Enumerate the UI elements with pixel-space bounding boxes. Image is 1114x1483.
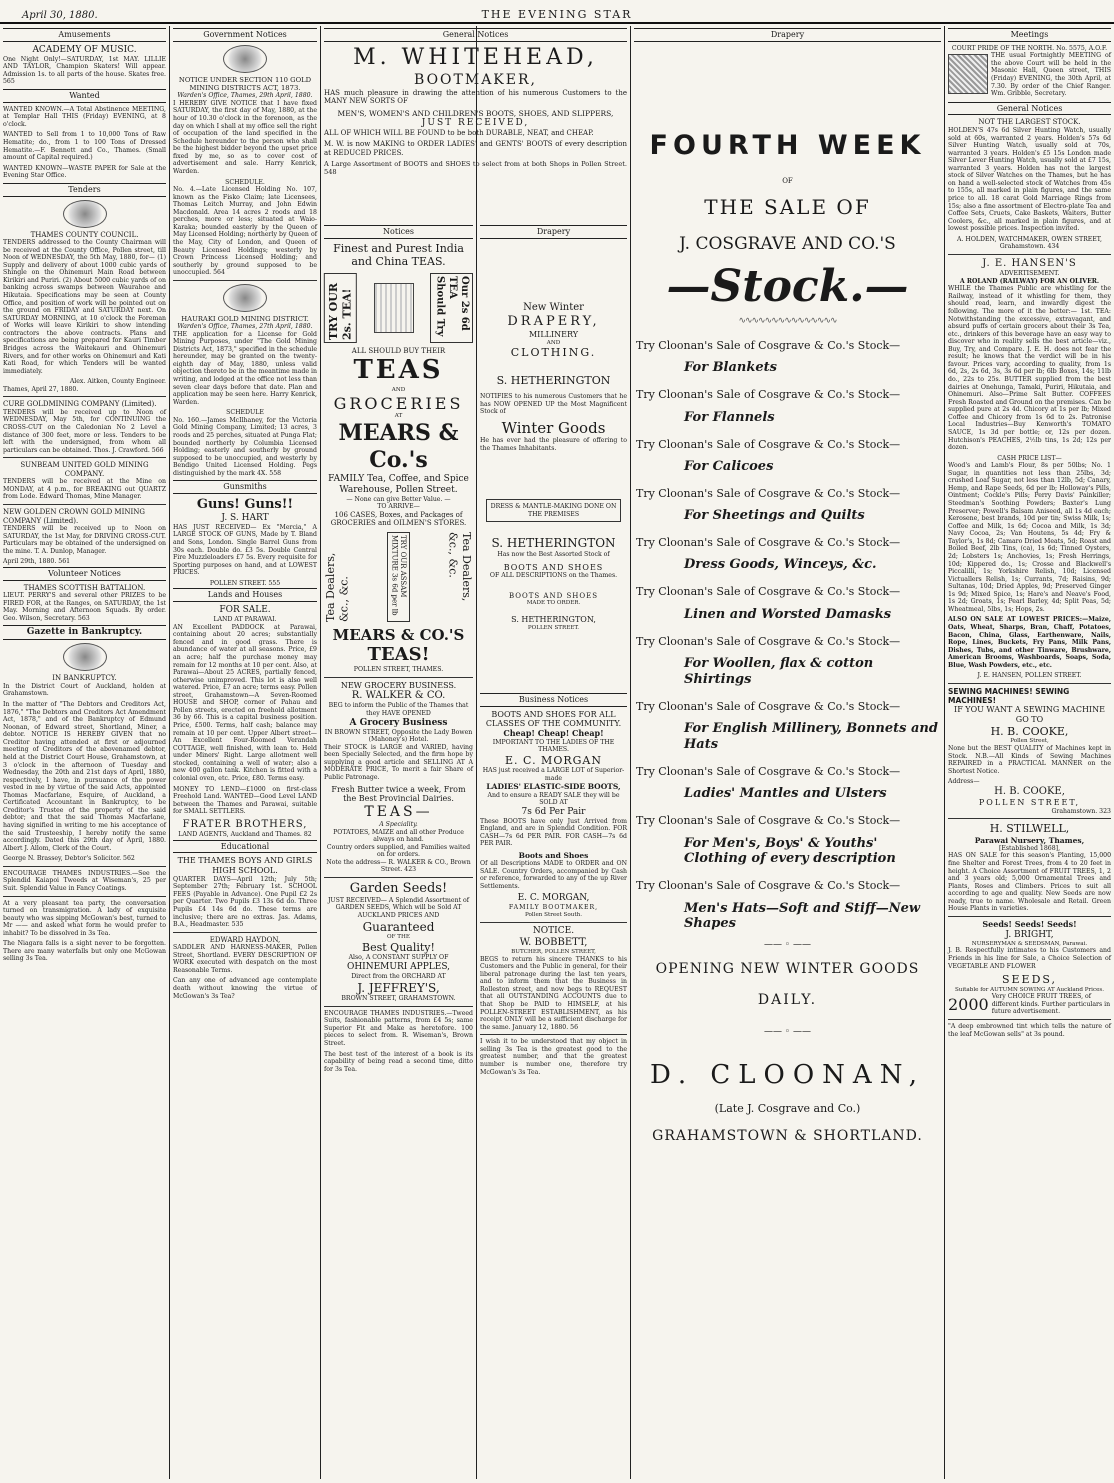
ad-text: BEGS to return his sincere THANKS to his Customers and the Public in general, for their liberal patronage during the last ten years, and to inform them that the Business in Rolleston street, and now begs to REQUEST that all OUTSTANDING ACCOUNTS due to that Shop be PAID to HIMSELF, at his POLLEN-STREET ESTABLISHMENT, as his receipt ONLY will be a sufficient discharge for the same. January 12, 1880. 56 bbox=[480, 955, 627, 1031]
sale-line-lead: Try Cloonan's Sale of Cosgrave & Co.'s Stock— bbox=[636, 437, 901, 451]
sale-item-list bbox=[634, 339, 941, 932]
section-heading: Notices bbox=[324, 225, 473, 239]
ad-title: 2000 bbox=[948, 994, 989, 1014]
ad-text: Also, A CONSTANT SUPPLY OF bbox=[348, 954, 449, 962]
section-heading: General Notices bbox=[948, 102, 1111, 116]
ad-subtitle: Warden's Office, Thames, 29th April, 1880. bbox=[177, 92, 313, 100]
divider bbox=[173, 280, 317, 281]
ad-text: M. W. is now MAKING to ORDER LADIES' and GENTS' BOOTS of every description at REDUCED PRICES. bbox=[324, 140, 627, 157]
ad-subtitle: Parawai Nursery, Thames, bbox=[974, 835, 1085, 845]
ad-text: HAS just received a LARGE LOT of Superior-made bbox=[482, 767, 625, 782]
ad-title: DAILY. bbox=[757, 992, 818, 1009]
ad-title: FRATER BROTHERS, bbox=[182, 818, 308, 830]
ad-text: WANTED KNOWN—WASTE PAPER for Sale at the Evening Star Office. bbox=[3, 164, 166, 180]
sale-line-item: Ladies' Mantles and Ulsters bbox=[684, 786, 887, 802]
ad-text: JUST RECEIVED, bbox=[421, 117, 530, 128]
ad-text: JUST RECEIVED— A Splendid Assortment of GARDEN SEEDS, Which will be Sold AT AUCKLAND PRICES AND bbox=[327, 896, 470, 920]
sale-line-item: Linen and Worsted Damasks bbox=[684, 606, 892, 622]
ad-text: HAS JUST RECEIVED— Ex "Mercia," A LARGE STOCK OF GUNS, Made by T. Bland and Sons, London. Single Barrel Guns from 30s each. Double do. £3 5s. Double Central Fire Muzzleloaders £7 5s. Every requisite for Sporting purposes on hand, and at LOWEST PRICES. bbox=[173, 523, 317, 577]
ad-title: SUNBEAM UNITED GOLD MINING COMPANY. bbox=[20, 461, 149, 478]
divider bbox=[480, 1034, 627, 1035]
sale-line-lead: Try Cloonan's Sale of Cosgrave & Co.'s Stock— bbox=[636, 879, 901, 893]
ad-text: New Winter bbox=[523, 301, 584, 313]
ad-rotated-text: Our 2s 6d TEA Should Try bbox=[430, 273, 473, 343]
ad-text: No. 160.—James McIlhaney, for the Victoria Gold Mining Company, Limited; 13 acres, 3 roods and 25 perches, situated at Punga Flat; bounded northerly by Columbia Licensed Holding; easterly and southerly by ground supposed to be unoccupied, and westerly by Bendigo United Licensed Holding. Pegs distinguished by the mark 4X. 558 bbox=[173, 416, 317, 477]
divider bbox=[3, 866, 166, 867]
ad-subtitle: [Established 1868], bbox=[998, 844, 1061, 852]
ad-address: Pollen Street South. bbox=[524, 911, 582, 918]
ad-text: Suitable for AUTUMN SOWING AT Auckland Prices. bbox=[954, 986, 1105, 993]
ad-subtitle: BUTCHER, POLLEN STREET, bbox=[511, 948, 596, 955]
ad-text: AND bbox=[546, 339, 561, 346]
sale-line-item: For Men's, Boys' & Youths' Clothing of every description bbox=[684, 835, 896, 867]
ad-title: GROCERIES bbox=[333, 393, 464, 413]
ad-title: TEAS bbox=[353, 355, 444, 386]
ad-title: H. STILWELL, bbox=[989, 822, 1070, 836]
ad-address: POLLEN STREET, bbox=[978, 797, 1081, 807]
ad-text: Wood's and Lamb's Flour, 8s per 50lbs; No. 1 Sugar, in quantities not less than 25lbs, 3d; crushed Loaf Sugar, not less than 12lb, 5d; Canary, Hemp, and Rape Seeds, 6d per lb; Holloway's Pills, Ointment; Cockle's Pills; Perry Davis' Painkiller; Steedman's Soothing Powders; Baxter's Lung Preserver; Powell's Balsam Aniseed, all 1s 4d each; Kerosene, best brands, 10d per tin; Swiss Milk, 1s; Coffee and Milk, 1s 6d; Cocoa and Milk, 1s 3d; Navy Cocoa, 2s; Van Houtens, 5s 4d; Fry & Taylor's, 1s 8d; Camaro Dried Meats, 5d; Roast and Boiled Beef, 2lb Tins, (ca), 1s 6d; Tinned Oysters, 2d; Lobsters 1s; Anchovies, 1s; Fresh Herrings, 10d; Kippered do., 1s; Crosse and Blackwell's Piccalilli, 1s; Yorkshire Relish, 10d; Licensed Victuallers Relish, 1s; Currants, 7d; Raisins, 9d; Sultanas, 10d; Dried Apples, 9d; Preserved Ginger 1s 9d; Mixed Spice, 1s; Hare's and Neave's Food, 1s 2d; Groats, 1s; Pearl Barley, 4d; Split Peas, 5d; Wheatmeal, 5lbs, 1s; Hops, 2s. bbox=[948, 462, 1111, 613]
divider bbox=[3, 504, 166, 505]
ad-text: TENDERS will be received up to Noon on SATURDAY, the 1st May, for DRIVING CROSS-CUT. Particulars may be obtained of the undersigned on the mine. T. A. Dunlop, Manager. bbox=[3, 525, 166, 555]
coat-of-arms-icon bbox=[63, 200, 107, 228]
ad-text: In the matter of "The Debtors and Creditors Act, 1876," "The Debtors and Creditors Act Amendment Act, 1878," and of the Bankruptcy of Edmund Noonan, of Edward street, Shortland, Miner, a debtor. NOTICE IS HEREBY GIVEN that no Creditor having attended at first or adjourned meeting of Creditors of the abovenamed debtor, held at the District Court House, Grahamstown, at 3 o'clock in the afternoon of Tuesday and Wednesday, the 20th and 21st days of April, 1880, respectively, I have, in pursuance of the power vested in me by virtue of the said Acts, appointed Thomas Macfarlane, Esquire, of Auckland, a Certificated Accountant in Bankruptcy, to be Creditor's Trustee of the property of the said debtor; and that the said Thomas Macfarlane, having signified in writing to me his acceptance of the said Trusteeship, I hereby notify the same accordingly. Dated this 29th day of April, 1880. Albert J. Allom, Clerk of the Court. bbox=[3, 701, 166, 852]
column-3 bbox=[321, 224, 476, 1479]
column-4 bbox=[477, 224, 630, 1479]
ad-signature: J. E. HANSEN, POLLEN STREET. bbox=[977, 672, 1082, 680]
ad-title: Garden Seeds! bbox=[349, 881, 448, 897]
ad-text: FAMILY BOOTMAKER, bbox=[508, 904, 599, 912]
ad-text: I HEREBY GIVE NOTICE that I have fixed SATURDAY, the first day of May, 1880, at the hour of 10.30 o'clock in the forenoon, as the day on which I shall at my office sell the right of occupation of the land specified in the Schedule hereunder to the person who shall be the highest bidder beyond the upset price fixed by me, so as to cover cost of advertisement and sale. Harry Kenrick, Warden. bbox=[173, 99, 317, 175]
ad-text: ENCOURAGE THAMES INDUSTRIES.—See the Splendid Kaiapoi Tweeds at Wiseman's, 25 per Suit. Splendid Value in Fancy Coatings. bbox=[3, 869, 166, 892]
ad-rotated-text: Tea Dealers, &c., &c. bbox=[324, 552, 351, 622]
ad-subtitle: BOOTMAKER, bbox=[414, 71, 537, 88]
ad-text: The Niagara falls is a sight never to be forgotten. There are many waterfalls but only one McGowan selling 3s Tea. bbox=[3, 940, 166, 963]
ad-text: And to ensure a READY SALE they will be SOLD AT bbox=[487, 791, 620, 807]
ad-title: TEAS— bbox=[364, 804, 433, 821]
ad-text: WANTED KNOWN.—A Total Abstinence MEETING, at Templar Hall THIS (Friday) EVENING, at 8 o'clock. bbox=[3, 105, 166, 128]
coat-of-arms-icon bbox=[223, 45, 267, 73]
ad-text: ENCOURAGE THAMES INDUSTRIES.—Tweed Suits, fashionable patterns, from £4 5s; same Superior Fit and Make as heretofore. 100 pieces to select from. R. Wiseman's, Brown Street. bbox=[324, 1009, 473, 1047]
ad-text: TO ARRIVE— bbox=[377, 503, 420, 511]
ad-title: GRAHAMSTOWN & SHORTLAND. bbox=[652, 1127, 923, 1144]
ad-text: "A deep embrowned tint which tells the nature of the leaf McGowan sells" at 3s pound. bbox=[948, 1023, 1111, 1038]
ad-text: Country orders supplied, and Families waited on for orders. bbox=[326, 843, 471, 859]
section-heading: Meetings bbox=[948, 28, 1111, 42]
sale-line-lead: Try Cloonan's Sale of Cosgrave & Co.'s Stock— bbox=[636, 338, 901, 352]
section-heading: Lands and Houses bbox=[173, 588, 317, 602]
ad-text: Has now the Best Assorted Stock of bbox=[497, 551, 610, 559]
ad-text: J. B. Respectfully intimates to his Customers and Friends in his line for Sale, a Choice Selection of VEGETABLE AND FLOWER bbox=[948, 947, 1111, 970]
ad-title: CLOTHING. bbox=[510, 346, 597, 360]
ad-title: NOT THE LARGEST STOCK. bbox=[978, 118, 1081, 127]
ad-title: HAURAKI GOLD MINING DISTRICT. bbox=[181, 314, 309, 323]
ad-title: IN BANKRUPTCY. bbox=[52, 674, 117, 683]
divider bbox=[324, 877, 473, 878]
ad-address: POLLEN STREET. bbox=[527, 625, 580, 631]
ad-title: H. B. COOKE, bbox=[990, 724, 1069, 738]
section-heading: Business Notices bbox=[480, 693, 627, 707]
ad-text: MILLINERY bbox=[528, 329, 579, 339]
divider-ornament: —— ◦ —— bbox=[763, 1027, 812, 1038]
ad-text: LADIES' ELASTIC-SIDE BOOTS, bbox=[486, 782, 621, 792]
ad-title: H. B. COOKE, bbox=[994, 785, 1065, 797]
sale-line-lead: Try Cloonan's Sale of Cosgrave & Co.'s Stock— bbox=[636, 388, 901, 402]
ad-text: BEG to inform the Public of the Thames that they HAVE OPENED bbox=[328, 702, 469, 718]
hand-pointer-icon bbox=[374, 283, 414, 333]
coat-of-arms-icon bbox=[223, 284, 267, 312]
ad-text: HAS ON SALE for this season's Planting, 15,000 fine Shelter and Forest Trees, from 4 to 20 feet in height. A Choice Assortment of FRUIT TREES, 1, 2 and 3 years old; 5,000 Ornamental Trees and Plants, Roses and Climbers. Prices to suit all according to age and quality. New Seeds are now ready, true to name. Wholesale and Retail. Green House Plants in varieties. bbox=[948, 852, 1111, 913]
ad-title: NEW GOLDEN CROWN GOLD MINING COMPANY (Limited). bbox=[3, 507, 145, 525]
ad-text: These BOOTS have only Just Arrived from England, and are in Splendid Condition. FOR CASH—7s 6d PER PAIR. FOR CASH—7s 6d PER PAIR. bbox=[480, 817, 627, 848]
ad-signature: Alex. Aitken, County Engineer. bbox=[69, 378, 166, 386]
ad-text: In the District Court of Auckland, holden at Grahamstown. bbox=[3, 682, 166, 698]
ad-subtitle: LAND AT PARAWAI. bbox=[213, 616, 277, 624]
column-6 bbox=[945, 27, 1114, 1479]
ad-title: DRAPERY, bbox=[507, 313, 600, 329]
ad-subtitle: LAND AGENTS, Auckland and Thames. 82 bbox=[178, 830, 312, 838]
ad-title: THAMES COUNTY COUNCIL. bbox=[30, 230, 139, 239]
sale-line-item: For Flannels bbox=[684, 409, 775, 425]
section-heading: Educational bbox=[173, 840, 317, 854]
ad-title: Best Quality! bbox=[362, 941, 435, 955]
ad-text: ALL SHOULD BUY THEIR bbox=[351, 346, 446, 355]
ad-text: THE usual Fortnightly MEETING of the above Court will be held in the Masonic Hall, Queen street, THIS (Friday) EVENING, the 30th April, at 7.30. By order of the Chief Ranger. Wm. Gribble, Secretary. bbox=[991, 52, 1111, 98]
coat-of-arms-icon bbox=[63, 643, 107, 671]
ad-text: HOLDEN'S 47s 6d Silver Hunting Watch, usually sold at 60s, warranted 2 years. Holden's 57s 6d Silver Hunting Watch, usually sold at 70s, warranted 3 years. Holden's £5 15s London made Silver Lever Hunting Watch, usually sold at £7 15s, warranted 3 years. Holden has not the largest stock of Silver Watches on the Thames, but he has on hand a well-selected stock of Watches from 45s to 155s, all marked in plain figures, and the same price to all. 18 carat Gold Marriage Rings from 15s; also a fine assortment of Electro-plate Tea and Coffee Sets, Cruets, Cake Baskets, Waiters, Butter Coolers, &c., all marked in plain figures, and at lowest possible prices. Inspection invited. bbox=[948, 126, 1111, 233]
ad-text: Note the address— R. WALKER & CO., Brown Street. 423 bbox=[326, 858, 471, 874]
ad-title: S. HETHERINGTON, bbox=[511, 615, 596, 625]
ad-title: Seeds! Seeds! Seeds! bbox=[982, 918, 1077, 929]
general-notices-block bbox=[321, 27, 630, 217]
ad-text: Fresh Butter twice a week, From the Best Provincial Dairies. bbox=[331, 784, 466, 804]
sale-line-lead: Try Cloonan's Sale of Cosgrave & Co.'s Stock— bbox=[636, 585, 901, 599]
ad-text: QUARTER DAYS—April 12th; July 5th; September 27th; February 1st. SCHOOL FEES (Payable in Advance). One Pupil £2 2s per Quarter. Two Pupils £3 13s 6d do. Three Pupils £4 14s 6d do. These terms are inclusive; there are no extras. Jas. Adams, B.A., Headmaster. 535 bbox=[173, 875, 317, 929]
ad-signature: A. HOLDEN, WATCHMAKER, OWEN STREET, Grahamstown. 434 bbox=[957, 235, 1102, 251]
ad-title: Winter Goods bbox=[501, 418, 606, 437]
ad-subtitle: A ROLAND (RAILWAY) FOR AN OLIVER. bbox=[959, 277, 1100, 285]
ad-text: No. 4.—Late Licensed Holding No. 107, known as the Fisko Claim; late Licensees, Thomas Leitch Murray, and John Edwin Macdonald. Area 14 acres 2 roods and 18 perches, more or less; situated at Waio-Karaka; bounded easterly by the Queen of May Licensed Holding; northerly by Queen of the May, City of London, and Queen of Beauty Licensed Holdings; westerly by Crown Princess Licensed Holding; and southerly by ground supposed to be unoccupied. 564 bbox=[173, 186, 317, 277]
ad-title: NEW GROCERY BUSINESS. bbox=[340, 680, 457, 690]
ad-text: The best test of the interest of a book is its capability of being read a second time, ditto for 3s Tea. bbox=[324, 1050, 473, 1073]
column-5 bbox=[631, 27, 944, 1479]
ad-text: I wish it to be understood that my object in selling 3s Tea is the greatest good to the greatest number, and that the greatest number is number one, therefore try McGowan's 3s Tea. bbox=[480, 1038, 627, 1076]
ad-text: Can any one of advanced age contemplate death without knowing the virtue of McGowan's 3s Tea? bbox=[173, 977, 317, 1000]
ad-text: MONEY TO LEND—£1000 on first-class Freehold Land. WANTED—Good Level LAND between the Thames and Parawai, suitable for SMALL SETTLERS. bbox=[173, 785, 317, 816]
ad-subtitle: SCHEDULE bbox=[226, 409, 264, 417]
ad-title: NOTICE UNDER SECTION 110 GOLD MINING DISTRICTS ACT, 1873. bbox=[178, 75, 312, 93]
ad-title: THAMES SCOTTISH BATTALION. bbox=[23, 583, 146, 592]
ad-title: W. BOBBETT, bbox=[519, 936, 588, 948]
ad-title: J. JEFFREY'S, bbox=[357, 980, 440, 995]
section-heading: Gazette in Bankruptcy. bbox=[3, 625, 166, 640]
divider bbox=[948, 254, 1111, 255]
ad-title: S. HETHERINGTON bbox=[496, 373, 611, 387]
sale-line-lead: Try Cloonan's Sale of Cosgrave & Co.'s Stock— bbox=[636, 486, 901, 500]
ad-text: POTATOES, MAIZE and all other Produce always on hand. bbox=[333, 828, 464, 844]
ad-text: Their STOCK is LARGE and VARIED, having been Specially Selected, and the firm hope by supplying a good article and SELLING AT A MODERATE PRICE, To merit a fair Share of Public Patronage. bbox=[324, 743, 473, 781]
sale-line-item: For Calicoes bbox=[684, 458, 774, 474]
ad-title: SEWING MACHINES! SEWING MACHINES! bbox=[948, 686, 1070, 706]
ad-text: TENDERS will be received at the Mine on MONDAY, at 4 p.m., for BREAKING out QUARTZ from Lode. Edward Thomas, Mine Manager. bbox=[3, 478, 166, 501]
ad-text: AN Excellent PADDOCK at Parawai, containing about 20 acres; substantially fenced and in good grass. There is abundance of water at all seasons. Price, £9 an acre; half the purchase money may remain for 12 months at 10 per cent. Also, at Parawai—About 25 ACRES, partially fenced, otherwise unimproved. This lot is also well watered. Price, £7 an acre; terms easy. Pollen street, Grahamstown—A Seven-Roomed HOUSE and SHOP, corner of Pahau and Pollen streets, erected on freehold allotment 36 by 66. This is a capital business position. Price, £500. Terms, half cash; balance may remain at 10 per cent. Upper Albert street—An Excellent Four-Roomed Verandah COTTAGE, well finished, with lean to. Held under Miners' Right. Large allotment well stocked, containing a well of water; also a new 400 gallon tank. Kitchen is fitted with a colonial oven, etc. Price, £80. Terms easy. bbox=[173, 623, 317, 782]
ad-title: CURE GOLDMINING COMPANY (Limited). bbox=[3, 400, 157, 409]
ad-text: Cheap! Cheap! Cheap! bbox=[503, 728, 604, 739]
ad-text: FAMILY Tea, Coffee, and Spice Warehouse, Pollen Street. bbox=[328, 473, 469, 495]
ad-title: M. WHITEHEAD, bbox=[353, 44, 598, 70]
masthead-title: THE EVENING STAR bbox=[481, 8, 633, 21]
ad-title: Guns! Guns!! bbox=[196, 497, 294, 513]
divider bbox=[480, 922, 627, 923]
ad-title: ACADEMY OF MUSIC. bbox=[32, 44, 137, 55]
ad-address: POLLEN STREET, THAMES. bbox=[353, 665, 444, 673]
ad-subtitle: ADVERTISEMENT. bbox=[999, 270, 1060, 278]
ad-text: THE application for a License for Gold Mining Purposes, under "The Gold Mining Districts Act, 1873," specified in the schedule hereunder, may be granted on the twenty-eighth day of May, 1880, unless valid objection thereto be in the meantime made in writing, and lodged at the office not less than seven clear days before that date. Plan and application may be seen here. Harry Kenrick, Warden. bbox=[173, 330, 317, 406]
ad-text: — None can give Better Value. — bbox=[346, 495, 451, 503]
ad-text: IN BROWN STREET, Opposite the Lady Bowen (Mahoney's) Hotel. bbox=[324, 728, 473, 744]
sale-line-lead: Try Cloonan's Sale of Cosgrave & Co.'s Stock— bbox=[636, 536, 901, 550]
ad-title: —Stock.— bbox=[666, 261, 909, 313]
sale-line-item: For Woollen, flax & cotton Shirtings bbox=[684, 655, 874, 687]
ad-title: J. BRIGHT, bbox=[1005, 929, 1054, 940]
divider bbox=[948, 916, 1111, 917]
sale-line-item: For Sheetings and Quilts bbox=[684, 508, 865, 524]
divider bbox=[324, 1006, 473, 1007]
ad-text: AT bbox=[394, 413, 403, 420]
sale-line-item: Men's Hats—Soft and Stiff—New Shapes bbox=[684, 900, 921, 932]
ad-title: FOR SALE. bbox=[219, 605, 271, 616]
divider bbox=[948, 1019, 1111, 1020]
section-heading: Drapery bbox=[480, 225, 627, 239]
ad-title: J. S. HART bbox=[221, 512, 269, 523]
divider bbox=[948, 683, 1111, 684]
ad-rotated-text: Tea Dealers, &c., &c. bbox=[446, 531, 473, 602]
ad-title: TEAS! bbox=[367, 644, 430, 666]
ad-text: Of all Descriptions MADE to ORDER and ON SALE. Country Orders, accompanied by Cash or reference, forwarded to any of the up River Settlements. bbox=[480, 860, 627, 890]
ad-text: TENDERS addressed to the County Chairman will be received at the County Office, Pollen street, till Noon of WEDNESDAY, the 5th May, 1880, for— (1) Supply and delivery of about 1000 cubic yards of Shingle on the Ohinemuri Main Road between Kirikiri and Puriri. (2) About 5000 cubic yards of on banking across swamps between Waurahoe and Hikutaia. Specifications may be seen at County Office, and position of work will be pointed out on the ground on FRIDAY and SATURDAY next. On SATURDAY MORNING, at 10 o'clock the Foreman of Works will leave Kirikiri to show intending contractors the above contracts. Plans and specifications are being prepared for Kauri Timber Bridges across the Waitekauri and Ohinemuri Rivers, and for other works on Ohinemuri and Kati Kati Road, for which Tenders will be wanted immediately. bbox=[3, 239, 166, 375]
divider bbox=[3, 896, 166, 897]
ad-text: WHILE the Thames Public are whistling for the Railway, instead of it whistling for them, they should read, learn, and inwardly digest the following. The more of it the better:— 1st. TEA: Notwithstanding the excessive, extravagant, and absurd puffs of certain grocers about their 3s Tea, etc., drinkers of this beverage have an easy way to discover who in reality sells the best article—viz., Buy, Try, and Compare. J. E. H. does not fear the result; he knows that the verdict will be in his favour. Prices vary, according to quality, from 1s 6d, 2s, 2s 6d, 3s, 3s 6d per lb; 6lb Boxes, 14s; 11lb do., 22s to 25s. BUTTER supplied from the best dairies at Onehunga, Tamaki, Puriri, Hikutaia, and Ohinemuri. Also—Prime Salt Butter. COFFEES Fresh Roasted and Ground on the premises. Can be supplied pure at 2s 4d. Chicory at 1s per lb; Mixed Coffee and Chicory from 1s 6d to 2s. Patronise Local Industries—Buy Kenworth's TOMATO SAUCE, 1s 3d per bottle; or, 12s per dozen. Hutchison's PEACHES, 2½lb tins, 1s 2d; 12s per dozen. bbox=[948, 285, 1111, 452]
section-heading: Volunteer Notices bbox=[3, 567, 166, 581]
ad-title: NOTICE. bbox=[532, 925, 575, 936]
divider bbox=[3, 396, 166, 397]
ad-address: Pollen Street, bbox=[1010, 738, 1049, 745]
ad-text: At a very pleasant tea party, the conversation turned on transmigration. A lady of exquisite beauty who was sipping McGowan's best, turned to Mr —— and asked what form he would prefer to inhabit? To be dissolved in 3s Tea. bbox=[3, 899, 166, 937]
ad-text: A Grocery Business bbox=[349, 717, 448, 728]
ad-text: LIEUT. PERRY'S and several other PRIZES to be FIRED FOR, at the Ranges, on SATURDAY, the 1st May. Morning and Afternoon Squads. By order. Geo. Wilson, Secretary. 563 bbox=[3, 592, 166, 622]
ad-title: E. C. MORGAN bbox=[505, 753, 602, 767]
column-2 bbox=[170, 27, 320, 1479]
divider bbox=[3, 457, 166, 458]
ad-date: April 29th, 1880. 561 bbox=[3, 558, 71, 566]
ad-text: 106 CASES, Boxes, and Packages of GROCERIES and OILMEN'S STORES. bbox=[330, 510, 467, 528]
ad-text: HAS much pleasure in drawing the attention of his numerous Customers to the MANY NEW SORTS OF bbox=[324, 88, 627, 106]
ad-subtitle: SCHEDULE. bbox=[225, 178, 265, 186]
divider bbox=[173, 932, 317, 933]
ad-title: BOOTS AND SHOES FOR ALL CLASSES OF THE COMMUNITY. bbox=[485, 709, 622, 729]
ad-title: 7s 6d Per Pair bbox=[521, 806, 586, 817]
ad-title: J. COSGRAVE AND CO.'S bbox=[679, 233, 896, 254]
ad-text: TENDERS will be received up to Noon of WEDNESDAY, May 5th, for CONTINUING the CROSS-CUT on the Caledonian No 2 Level a distance of 300 feet, more or less. Tenders to be left with the undersigned, from whom all particulars can be obtained. Thos. J. Crawford. 566 bbox=[3, 408, 166, 454]
ad-title: E. C. MORGAN, bbox=[517, 893, 590, 904]
ad-signature: George N. Brassey, Debtor's Solicitor. 562 bbox=[3, 855, 135, 863]
ad-text: NOTIFIES to his numerous Customers that he has NOW OPENED UP the Most Magnificent Stock of bbox=[480, 393, 627, 416]
ad-title: OHINEMURI APPLES, bbox=[346, 961, 451, 972]
ad-text: Boots and Shoes bbox=[518, 850, 589, 860]
ad-text: OF bbox=[782, 176, 793, 185]
ad-rotated-text: TRY OUR 2s. TEA! bbox=[324, 273, 357, 343]
section-heading: Amusements bbox=[3, 28, 166, 42]
ad-text: AND bbox=[391, 386, 406, 393]
ad-title: Finest and Purest India and China TEAS. bbox=[333, 241, 464, 269]
ad-text: OF THE bbox=[387, 934, 410, 941]
ad-text: Direct from the ORCHARD AT bbox=[351, 972, 446, 980]
ad-rotated-text: TRY OUR ASSAM MIXTURE 3s 6d per lb bbox=[387, 532, 410, 622]
sale-line-item: For Blankets bbox=[684, 360, 777, 376]
section-heading: Wanted bbox=[3, 89, 166, 103]
ad-text: ALSO ON SALE AT LOWEST PRICES:—Maize, Oats, Wheat, Sharps, Bran, Chaff, Potatoes, Bacon, China, Glass, Earthenware, Nails, Rope, Lines, Buckets, Fry Pans, Milk Pans, Dishes, Tubs, and other Tinware, Brushware, American Brooms, Washboards, Soaps, Soda, Blue, Wash Powders, etc., etc. bbox=[948, 616, 1111, 669]
ad-title: D. CLOONAN, bbox=[649, 1060, 926, 1091]
sale-line-lead: Try Cloonan's Sale of Cosgrave & Co.'s Stock— bbox=[636, 634, 901, 648]
ad-text: One Night Only!—SATURDAY, 1st MAY. LILLIE AND TAYLOR, Champion Skaters! Will appear. Admission 1s. to all parts of the house. Skates free. 565 bbox=[3, 55, 166, 86]
ad-text: Address— bbox=[948, 778, 980, 786]
sale-line-item: For English Millinery, Bonnets and Hats bbox=[684, 721, 938, 752]
ad-text: MADE TO ORDER. bbox=[526, 600, 581, 607]
ad-title: EDWARD HAYDON, bbox=[209, 935, 281, 944]
section-heading: Gunsmiths bbox=[173, 480, 317, 494]
column-1 bbox=[0, 27, 169, 1479]
sale-line-item: Dress Goods, Winceys, &c. bbox=[684, 557, 877, 573]
ad-title: R. WALKER & CO. bbox=[351, 690, 446, 702]
ad-subtitle: (Late J. Cosgrave and Co.) bbox=[714, 1102, 861, 1116]
ad-address: BROWN STREET, GRAHAMSTOWN. bbox=[341, 995, 456, 1003]
ad-title: J. E. HANSEN'S bbox=[982, 257, 1077, 269]
ad-address: POLLEN STREET. 555 bbox=[209, 579, 281, 587]
ad-title: SEEDS, bbox=[1001, 973, 1058, 987]
ad-title: THE SALE OF bbox=[704, 195, 871, 220]
ad-title: THE THAMES BOYS AND GIRLS HIGH SCHOOL. bbox=[177, 856, 313, 876]
masthead-date: April 30, 1880. bbox=[22, 10, 98, 21]
section-heading: Government Notices bbox=[173, 28, 317, 42]
section-heading: Drapery bbox=[634, 28, 941, 42]
ad-title: OPENING NEW WINTER GOODS bbox=[655, 961, 920, 978]
ad-text: IMPORTANT TO THE LADIES OF THE THAMES. bbox=[492, 738, 615, 754]
divider bbox=[948, 818, 1111, 819]
ad-subtitle: CASH PRICE LIST— bbox=[997, 454, 1062, 462]
ad-text: He has ever had the pleasure of offering to the Thames Inhabitants. bbox=[480, 437, 627, 452]
ad-date: Thames, April 27, 1880. bbox=[3, 385, 79, 393]
masthead bbox=[0, 0, 1114, 24]
ad-title: MEARS & Co.'s bbox=[338, 419, 459, 473]
ad-text: ALL OF WHICH WILL BE FOUND to be both DURABLE, NEAT, and CHEAP. bbox=[324, 128, 594, 137]
ad-text: MEN'S, WOMEN'S AND CHILDREN'S BOOTS, SHOES, AND SLIPPERS, bbox=[337, 108, 614, 118]
ad-text: A Large Assortment of BOOTS and SHOES to select from at both Shops in Pollen Street. 548 bbox=[324, 160, 627, 177]
divider-ornament: ∿∿∿∿∿∿∿∿∿∿∿∿∿∿∿ bbox=[738, 316, 837, 327]
ad-address: Grahamstown. 323 bbox=[1051, 807, 1111, 815]
ad-title: BOOTS AND SHOES bbox=[508, 591, 598, 600]
ad-text: Very CHOICE FRUIT TREES, of different kinds. Further particulars in future advertisement. bbox=[991, 993, 1111, 1016]
ad-box: DRESS & MANTLE-MAKING DONE ON THE PREMISES bbox=[486, 499, 621, 522]
section-heading: General Notices bbox=[324, 28, 627, 42]
ad-title: Guaranteed bbox=[362, 919, 435, 934]
ad-title: FOURTH WEEK bbox=[649, 129, 926, 161]
ad-text: None but the BEST QUALITY of Machines kept in Stock. N.B.—All Kinds of Sewing Machines REPAIRED in a PRACTICAL MANNER on the Shortest Notice. bbox=[948, 744, 1111, 775]
ad-title: BOOTS AND SHOES bbox=[503, 562, 604, 572]
court-emblem-icon bbox=[948, 54, 988, 94]
ad-text: A Speciality. bbox=[379, 821, 418, 829]
sale-line-lead: Try Cloonan's Sale of Cosgrave & Co.'s Stock— bbox=[636, 764, 901, 778]
ad-text: SADDLER AND HARNESS-MAKER, Pollen Street, Shortland. EVERY DESCRIPTION OF WORK executed with despatch on the most Reasonable Terms. bbox=[173, 944, 317, 974]
sale-line-lead: Try Cloonan's Sale of Cosgrave & Co.'s Stock— bbox=[636, 814, 901, 828]
ad-subtitle: NURSERYMAN & SEEDSMAN, Parawai. bbox=[971, 940, 1088, 947]
section-heading: Tenders bbox=[3, 183, 166, 197]
sale-line-lead: Try Cloonan's Sale of Cosgrave & Co.'s Stock— bbox=[636, 699, 901, 713]
ad-subtitle: Warden's Office, Thames, 27th April, 1880. bbox=[177, 323, 313, 331]
ad-title: MEARS & CO.'S bbox=[332, 625, 465, 644]
divider bbox=[324, 677, 473, 678]
ad-text: OF ALL DESCRIPTIONS on the Thames. bbox=[489, 572, 618, 580]
ad-text: IF YOU WANT A SEWING MACHINE GO TO bbox=[954, 705, 1105, 724]
ad-text: WANTED to Sell from 1 to 10,000 Tons of Raw Hematite; do., from 1 to 100 Tons of Dressed Hematite.—F. Bennett and Co., Thames. (Small amount of Capital required.) bbox=[3, 131, 166, 162]
divider-ornament: —— ◦ —— bbox=[763, 940, 812, 951]
ad-title: COURT PRIDE OF THE NORTH. No. 5575, A.O.F. bbox=[951, 44, 1108, 52]
ad-title: S. HETHERINGTON bbox=[491, 536, 616, 551]
